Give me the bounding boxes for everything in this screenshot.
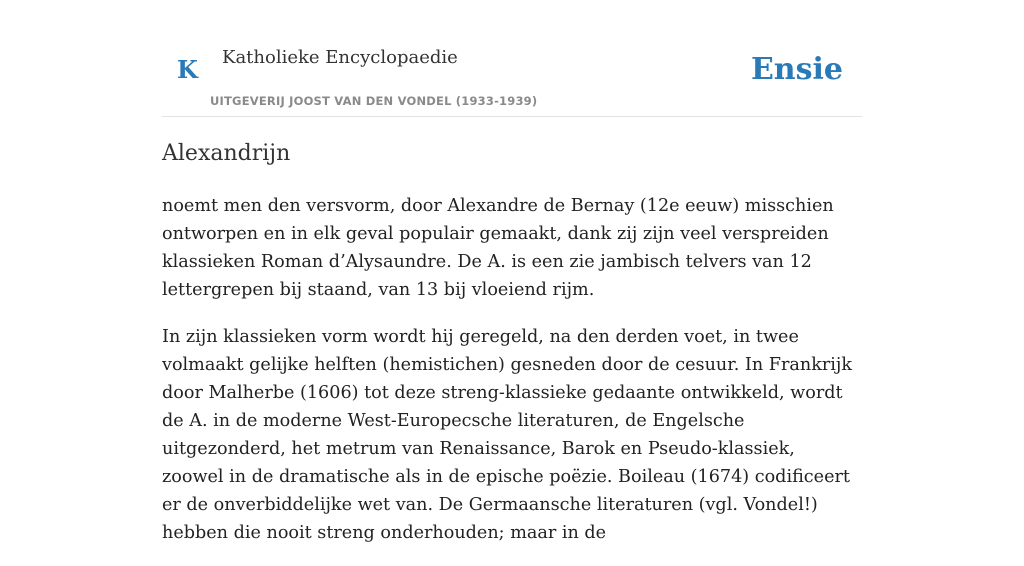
ensie-brand-logo[interactable]: Ensie xyxy=(750,52,843,87)
article-paragraph: In zijn klassieken vorm wordt hij geregeld, na den derden voet, in twee volmaakt gelijke helften (hemistichen) gesneden door de cesuur. In Frankrijk door Malherbe (1606) tot deze streng-klassieke gedaante ontwikkeld, wordt de A. in de moderne West-Europecsche literaturen, de Engelsche uitgezonderd, het metrum van Renaissance, Barok en Pseudo-klassiek, zoowel in de dramatische als in de epische poëzie. Boileau (1674) codificeert er de onverbiddelijke wet van. De Germaansche literaturen (vgl. Vondel!) hebben die nooit streng onderhouden; maar in de xyxy=(162,327,853,543)
encyclopedia-logo[interactable]: K xyxy=(177,55,198,84)
article-paragraph: noemt men den versvorm, door Alexandre de Bernay (12e eeuw) misschien ontworpen en in elk geval populair gemaakt, dank zij zijn veel verspreiden klassieken Roman d’Alysaundre. De A. is een zie jambisch telvers van 12 lettergrepen bij staand, van 13 bij vloeiend rijm. xyxy=(162,196,834,300)
encyclopedia-title-link[interactable]: Katholieke Encyclopaedie xyxy=(222,47,458,68)
article-body xyxy=(162,192,862,566)
article-title: Alexandrijn xyxy=(162,141,291,166)
site-header xyxy=(162,0,862,117)
publisher-label: UITGEVERIJ JOOST VAN DEN VONDEL (1933-1939) xyxy=(210,94,538,108)
